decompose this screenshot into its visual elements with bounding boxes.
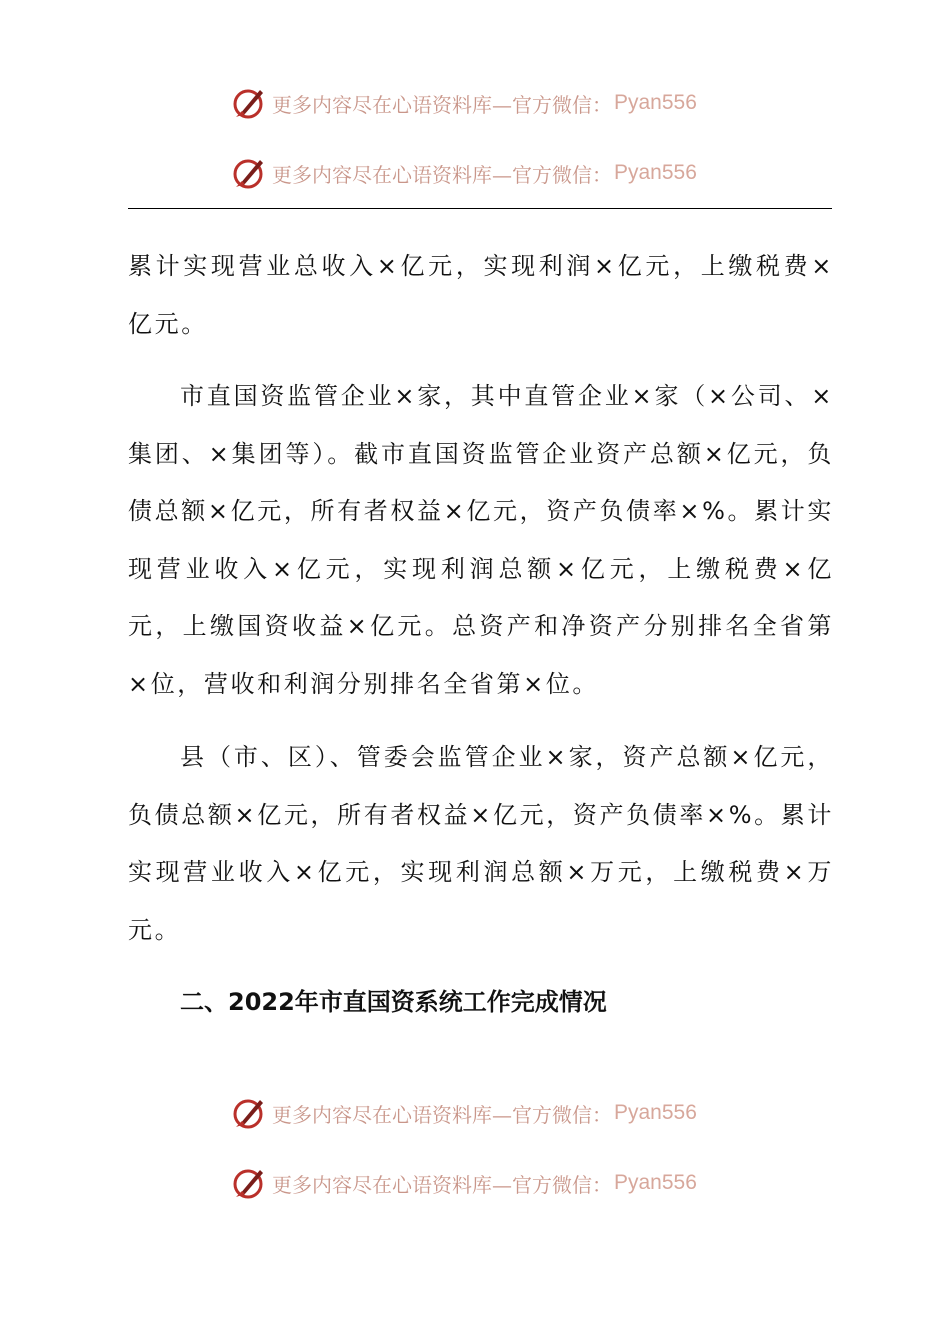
paragraph-city-enterprises: 市直国资监管企业×家，其中直管企业×家（×公司、×集团、×集团等）。截市直国资监管企业资产总额×亿元，负债总额×亿元，所有者权益×亿元，资产负债率×%。累计实现营业收入×亿元，实现利润总额×亿元，上缴税费×亿元，上缴国资收益×亿元。总资产和净资产分别排名全省第×位，营收和利润分别排名全省第×位。: [128, 382, 834, 698]
watermark-banner: [230, 1093, 750, 1133]
watermark-text: 更多内容尽在心语资料库—官方微信：: [272, 1102, 612, 1127]
header-divider: [128, 208, 832, 209]
watermark-wechat-id: Pyan556: [614, 1101, 697, 1124]
watermark-text: 更多内容尽在心语资料库—官方微信：: [272, 92, 612, 117]
watermark-text: 更多内容尽在心语资料库—官方微信：: [272, 1172, 612, 1197]
watermark-banner: [230, 83, 750, 123]
watermark-wechat-id: Pyan556: [614, 91, 697, 114]
section-heading: 二、2022年市直国资系统工作完成情况: [180, 988, 607, 1016]
paragraph-county-enterprises: 县（市、区）、管委会监管企业×家，资产总额×亿元，负债总额×亿元，所有者权益×亿元，资产负债率×%。累计实现营业收入×亿元，实现利润总额×万元，上缴税费×万元。: [128, 743, 834, 944]
quill-pen-logo-icon: [230, 1094, 268, 1132]
watermark-wechat-id: Pyan556: [614, 161, 697, 184]
watermark-banner: [230, 153, 750, 193]
paragraph-summary: 累计实现营业总收入×亿元，实现利润×亿元，上缴税费×亿元。: [128, 252, 834, 338]
watermark-banner: [230, 1163, 750, 1203]
quill-pen-logo-icon: [230, 1164, 268, 1202]
quill-pen-logo-icon: [230, 154, 268, 192]
quill-pen-logo-icon: [230, 84, 268, 122]
watermark-text: 更多内容尽在心语资料库—官方微信：: [272, 162, 612, 187]
watermark-wechat-id: Pyan556: [614, 1171, 697, 1194]
